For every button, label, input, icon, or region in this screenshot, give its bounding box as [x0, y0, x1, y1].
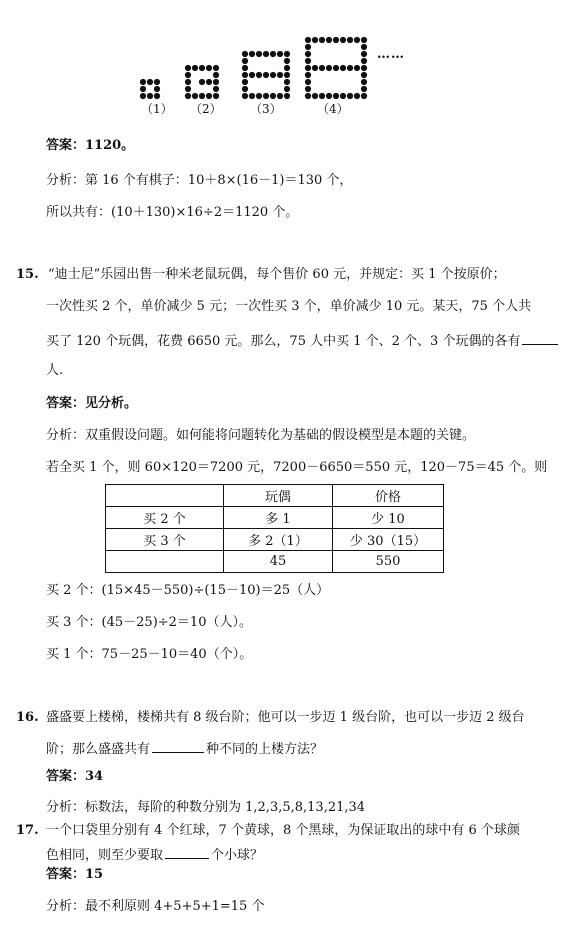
figure-2-dot [199, 65, 205, 71]
figure-3-dot [284, 79, 290, 85]
q17-text-1: 一个口袋里分别有 4 个红球，7 个黄球，8 个黑球，为保证取出的球中有 6 个球颜 [46, 823, 520, 838]
figure-2-dot [206, 79, 212, 85]
figure-4-dot [312, 93, 318, 99]
figure-4-dot [326, 37, 332, 43]
table-row [106, 551, 444, 573]
figure-3-dot [256, 72, 262, 78]
figure-4-dot [340, 65, 346, 71]
q15-answer: 答案：见分析。 [46, 396, 138, 411]
q16-text-1: 盛盛要上楼梯，楼梯共有 8 级台阶；他可以一步迈 1 级台阶，也可以一步迈 2 级台 [46, 710, 525, 725]
figure-2-dot [192, 93, 198, 99]
figure-caption-2: （2） [190, 102, 222, 116]
figure-4-dot [305, 44, 311, 50]
figure-3-dot [284, 58, 290, 64]
table-cell: 少 30（15） [333, 529, 444, 551]
figure-4-dot [361, 58, 367, 64]
figure-4-dot [347, 93, 353, 99]
figure-3-dot [242, 79, 248, 85]
figure-3-dot [256, 93, 262, 99]
figure-3-dot [263, 72, 269, 78]
table-cell [106, 551, 224, 573]
q15-assumption-table [105, 484, 444, 573]
figure-3-dot [270, 72, 276, 78]
figure-3-dot [277, 93, 283, 99]
q17-answer: 答案：15 [46, 867, 104, 882]
figure-ellipsis: …… [377, 47, 405, 62]
dot-pattern-figures [0, 0, 575, 125]
figure-4-dot [347, 37, 353, 43]
figure-3-dot [284, 72, 290, 78]
figure-4-dot [326, 93, 332, 99]
q15-analysis-2: 若全买 1 个，则 60×120＝7200 元，7200－6650＝550 元，120－75＝45 个。则 [46, 460, 548, 475]
figure-3-dot [270, 93, 276, 99]
figure-4-dot [340, 93, 346, 99]
figure-3-dot [263, 51, 269, 57]
figure-3-dot [242, 72, 248, 78]
figure-4-dot [305, 86, 311, 92]
figure-4-dot [305, 37, 311, 43]
figure-3-dot [284, 86, 290, 92]
figure-1-dot [154, 86, 160, 92]
figure-4-dot [305, 72, 311, 78]
table-cell: 买 3 个 [106, 529, 224, 551]
q17-text-2: 色相同，则至少要取 个小球？ [46, 844, 263, 865]
figure-1-dot [140, 79, 146, 85]
figure-2-dot [199, 93, 205, 99]
table-cell: 玩偶 [224, 485, 333, 507]
table-row [106, 507, 444, 529]
figure-3-dot [284, 65, 290, 71]
figure-4-dot [347, 65, 353, 71]
figure-2-dot [213, 93, 219, 99]
q15-analysis-1: 分析：双重假设问题。如何能将问题转化为基础的假设模型是本题的关键。 [46, 428, 476, 443]
q15-text-3: 买了 120 个玩偶，花费 6650 元。那么，75 人中买 1 个、2 个、3 个玩偶的各有 [46, 330, 558, 351]
table-cell: 多 2（1） [224, 529, 333, 551]
q14-analysis-1: 分析：第 16 个有棋子：10＋8×(16－1)＝130 个， [46, 173, 353, 188]
figure-4-dot [361, 44, 367, 50]
figure-4-dot [340, 37, 346, 43]
figure-4-dot [361, 65, 367, 71]
figure-4-dot [305, 58, 311, 64]
q15-number: 15. [16, 267, 39, 282]
figure-4-dot [361, 51, 367, 57]
figure-4-dot [333, 37, 339, 43]
figure-3-dot [270, 51, 276, 57]
figure-3-dot [277, 51, 283, 57]
figure-2-dot [206, 65, 212, 71]
table-cell: 买 2 个 [106, 507, 224, 529]
q16-number: 16. [16, 710, 39, 725]
figure-2-dot [192, 65, 198, 71]
figure-2-dot [185, 86, 191, 92]
q15-text-2: 一次性买 2 个，单价减少 5 元；一次性买 3 个，单价减少 10 元。某天，75 个人共 [46, 299, 532, 314]
figure-4-dot [326, 65, 332, 71]
figure-2-dot [199, 79, 205, 85]
figure-4-dot [354, 93, 360, 99]
figure-4-dot [333, 93, 339, 99]
figure-4-dot [361, 93, 367, 99]
figure-1-dot [140, 86, 146, 92]
table-cell: 少 10 [333, 507, 444, 529]
figure-4-dot [319, 37, 325, 43]
figure-2-dot [185, 72, 191, 78]
figure-caption-3: （3） [250, 102, 282, 116]
figure-2-dot [185, 79, 191, 85]
figure-caption-1: （1） [141, 102, 173, 116]
figure-4-dot [354, 65, 360, 71]
figure-2-dot [185, 93, 191, 99]
q17-analysis: 分析：最不利原则 4+5+5+1=15 个 [46, 899, 265, 914]
figure-4-dot [312, 37, 318, 43]
figure-4-dot [305, 79, 311, 85]
figure-3-dot [242, 65, 248, 71]
table-cell: 550 [333, 551, 444, 573]
figure-1-dot [154, 79, 160, 85]
figure-4-dot [361, 72, 367, 78]
q15-text-1: “迪士尼”乐园出售一种米老鼠玩偶，每个售价 60 元，并规定：买 1 个按原价； [48, 267, 506, 282]
figure-4-dot [333, 65, 339, 71]
figure-3-dot [284, 93, 290, 99]
q16-answer: 答案：34 [46, 769, 104, 784]
q15-calc-1: 买 2 个：(15×45－550)÷(15－10)＝25（人） [46, 583, 330, 598]
figure-caption-4: （4） [317, 102, 349, 116]
figure-2-dot [185, 65, 191, 71]
figure-1-dot [147, 79, 153, 85]
figure-4-dot [312, 65, 318, 71]
q17-number: 17. [16, 823, 39, 838]
figure-4-dot [361, 86, 367, 92]
table-row [106, 529, 444, 551]
figure-2-dot [213, 65, 219, 71]
q15-answer-blank [522, 330, 558, 345]
figure-3-dot [249, 51, 255, 57]
q17-answer-blank [165, 844, 209, 859]
q14-answer: 答案：1120。 [46, 138, 135, 153]
q16-text-2: 阶；那么盛盛共有 种不同的上楼方法？ [46, 738, 323, 759]
q15-text-4: 人. [46, 363, 64, 378]
figure-1-dot [154, 93, 160, 99]
table-cell: 价格 [333, 485, 444, 507]
figure-4-dot [361, 37, 367, 43]
figure-2-dot [206, 93, 212, 99]
figure-4-dot [319, 65, 325, 71]
figure-3-dot [242, 51, 248, 57]
table-header-row [106, 485, 444, 507]
figure-3-dot [256, 51, 262, 57]
figure-2-dot [213, 79, 219, 85]
figure-3-dot [242, 58, 248, 64]
q15-calc-3: 买 1 个：75－25－10＝40（个）。 [46, 647, 253, 662]
figure-3-dot [249, 93, 255, 99]
figure-3-dot [249, 72, 255, 78]
figure-3-dot [263, 93, 269, 99]
figure-3-dot [242, 86, 248, 92]
figure-4-dot [305, 51, 311, 57]
figure-4-dot [305, 65, 311, 71]
figure-3-dot [242, 93, 248, 99]
figure-2-dot [213, 86, 219, 92]
q15-calc-2: 买 3 个：(45－25)÷2＝10（人）。 [46, 615, 252, 630]
q16-answer-blank [152, 738, 204, 753]
figure-4-dot [354, 37, 360, 43]
q16-analysis: 分析：标数法，每阶的种数分别为 1,2,3,5,8,13,21,34 [46, 800, 366, 815]
figure-3-dot [284, 51, 290, 57]
table-cell: 多 1 [224, 507, 333, 529]
figure-4-dot [361, 79, 367, 85]
figure-1-dot [147, 93, 153, 99]
table-cell: 45 [224, 551, 333, 573]
q14-analysis-2: 所以共有：(10＋130)×16÷2＝1120 个。 [46, 205, 299, 220]
figure-4-dot [319, 93, 325, 99]
figure-4-dot [305, 93, 311, 99]
figure-1-dot [140, 93, 146, 99]
figure-3-dot [277, 72, 283, 78]
table-cell [106, 485, 224, 507]
figure-2-dot [213, 72, 219, 78]
